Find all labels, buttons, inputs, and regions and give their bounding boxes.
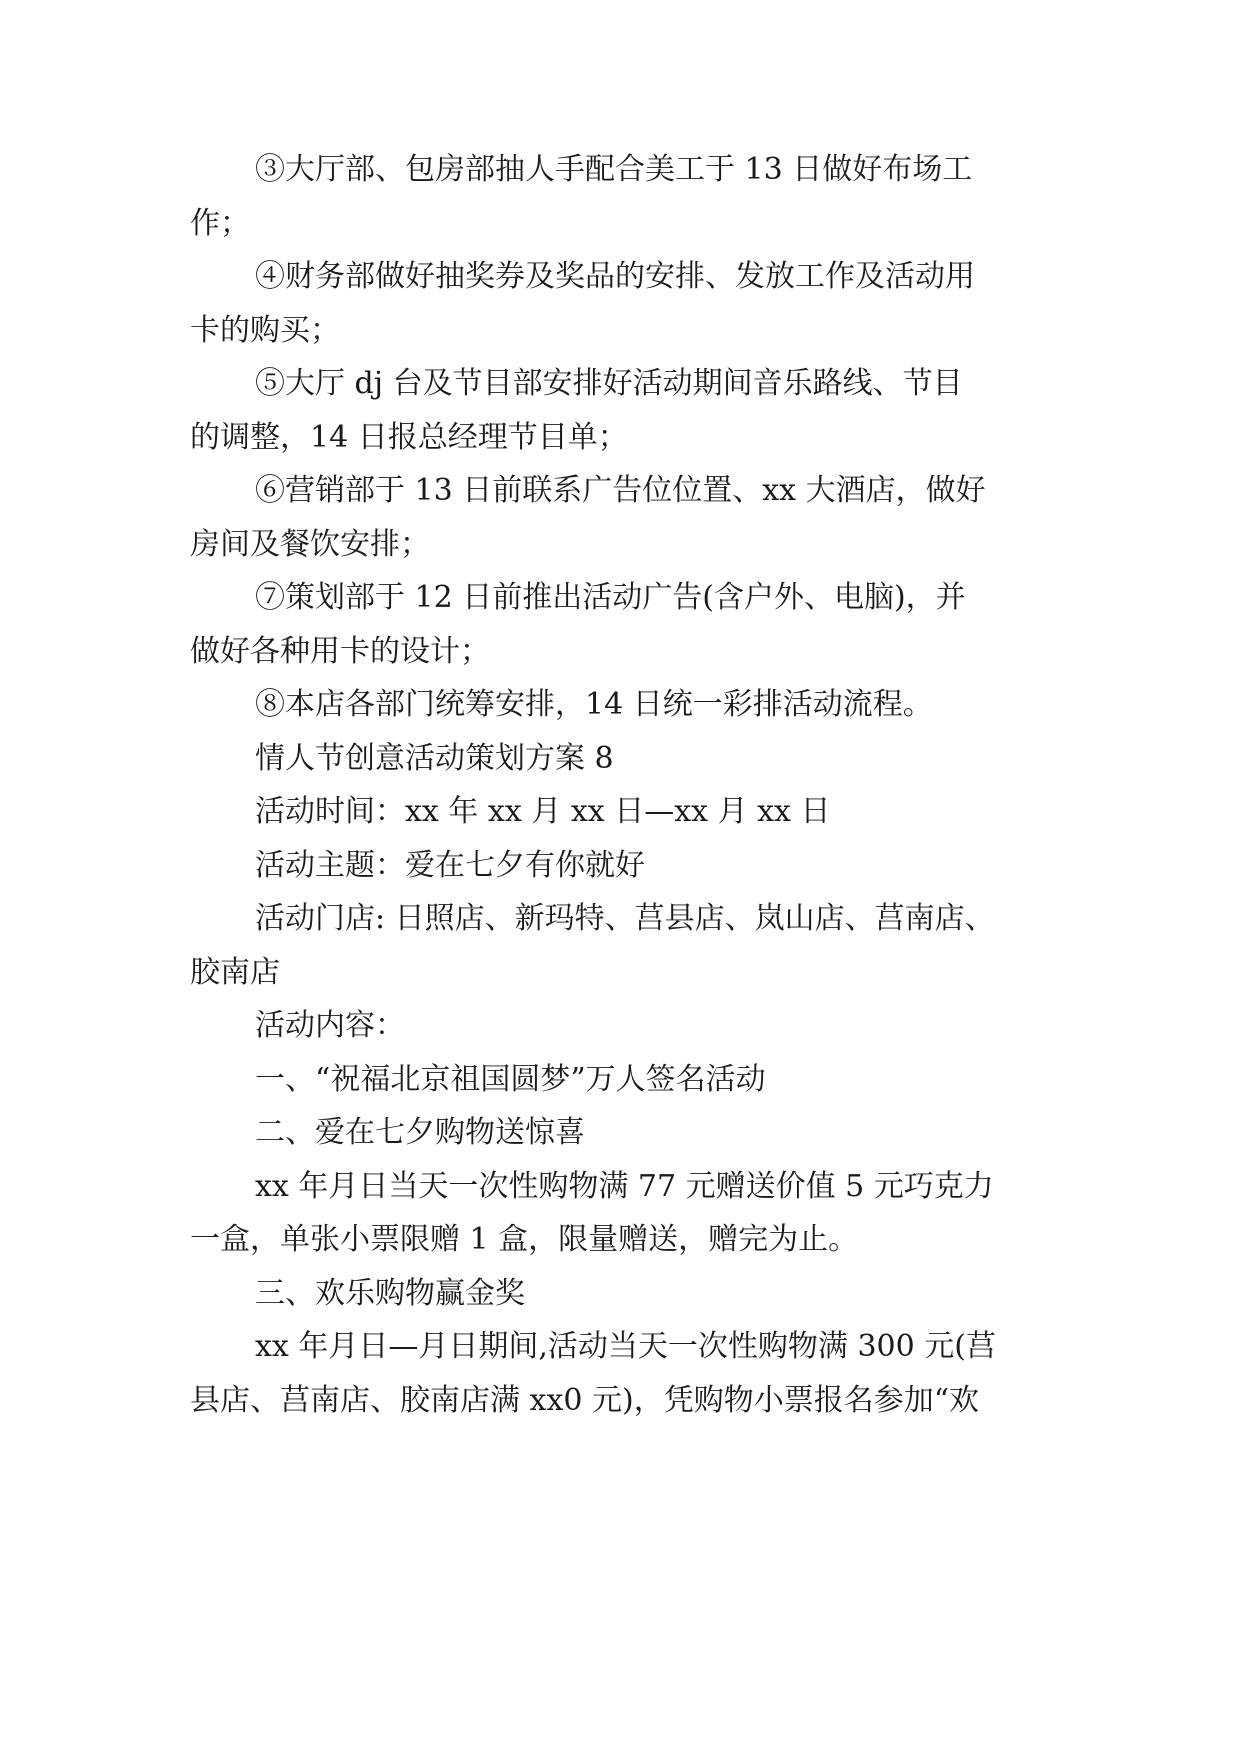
paragraph-line: ⑤大厅 dj 台及节目部安排好活动期间音乐路线、节目 [255,366,963,401]
paragraph-line: ⑥营销部于 13 日前联系广告位位置、xx 大酒店，做好 [255,473,986,508]
paragraph-line: 房间及餐饮安排； [190,527,430,562]
paragraph-line: ⑦策划部于 12 日前推出活动广告(含户外、电脑)，并 [255,580,966,615]
paragraph-line: 一、“祝福北京祖国圆梦”万人签名活动 [255,1062,766,1097]
paragraph-line: 卡的购买； [190,313,340,348]
paragraph-line: 活动门店: 日照店、新玛特、莒县店、岚山店、莒南店、 [255,901,995,936]
paragraph-line: 做好各种用卡的设计； [190,634,490,669]
paragraph-line: 胶南店 [190,955,280,990]
paragraph-line: 活动内容： [255,1008,405,1043]
paragraph-line: 作； [190,206,250,241]
paragraph-line: 活动时间：xx 年 xx 月 xx 日—xx 月 xx 日 [255,794,831,829]
paragraph-line: 三、欢乐购物赢金奖 [255,1276,525,1311]
section-heading: 情人节创意活动策划方案 8 [255,741,614,776]
paragraph-line: 活动主题：爱在七夕有你就好 [255,848,645,883]
paragraph-line: 二、爱在七夕购物送惊喜 [255,1115,585,1150]
paragraph-line: 县店、莒南店、胶南店满 xx0 元)，凭购物小票报名参加“欢 [190,1383,980,1418]
paragraph-line: xx 年月日—月日期间,活动当天一次性购物满 300 元(莒 [255,1329,996,1364]
paragraph-line: 一盒，单张小票限赠 1 盒，限量赠送，赠完为止。 [190,1222,859,1257]
paragraph-line: xx 年月日当天一次性购物满 77 元赠送价值 5 元巧克力 [255,1169,994,1204]
paragraph-line: ④财务部做好抽奖券及奖品的安排、发放工作及活动用 [255,259,975,294]
paragraph-line: 的调整，14 日报总经理节目单； [190,420,628,455]
paragraph-line: ⑧本店各部门统筹安排，14 日统一彩排活动流程。 [255,687,933,722]
paragraph-line: ③大厅部、包房部抽人手配合美工于 13 日做好布场工 [255,152,973,187]
